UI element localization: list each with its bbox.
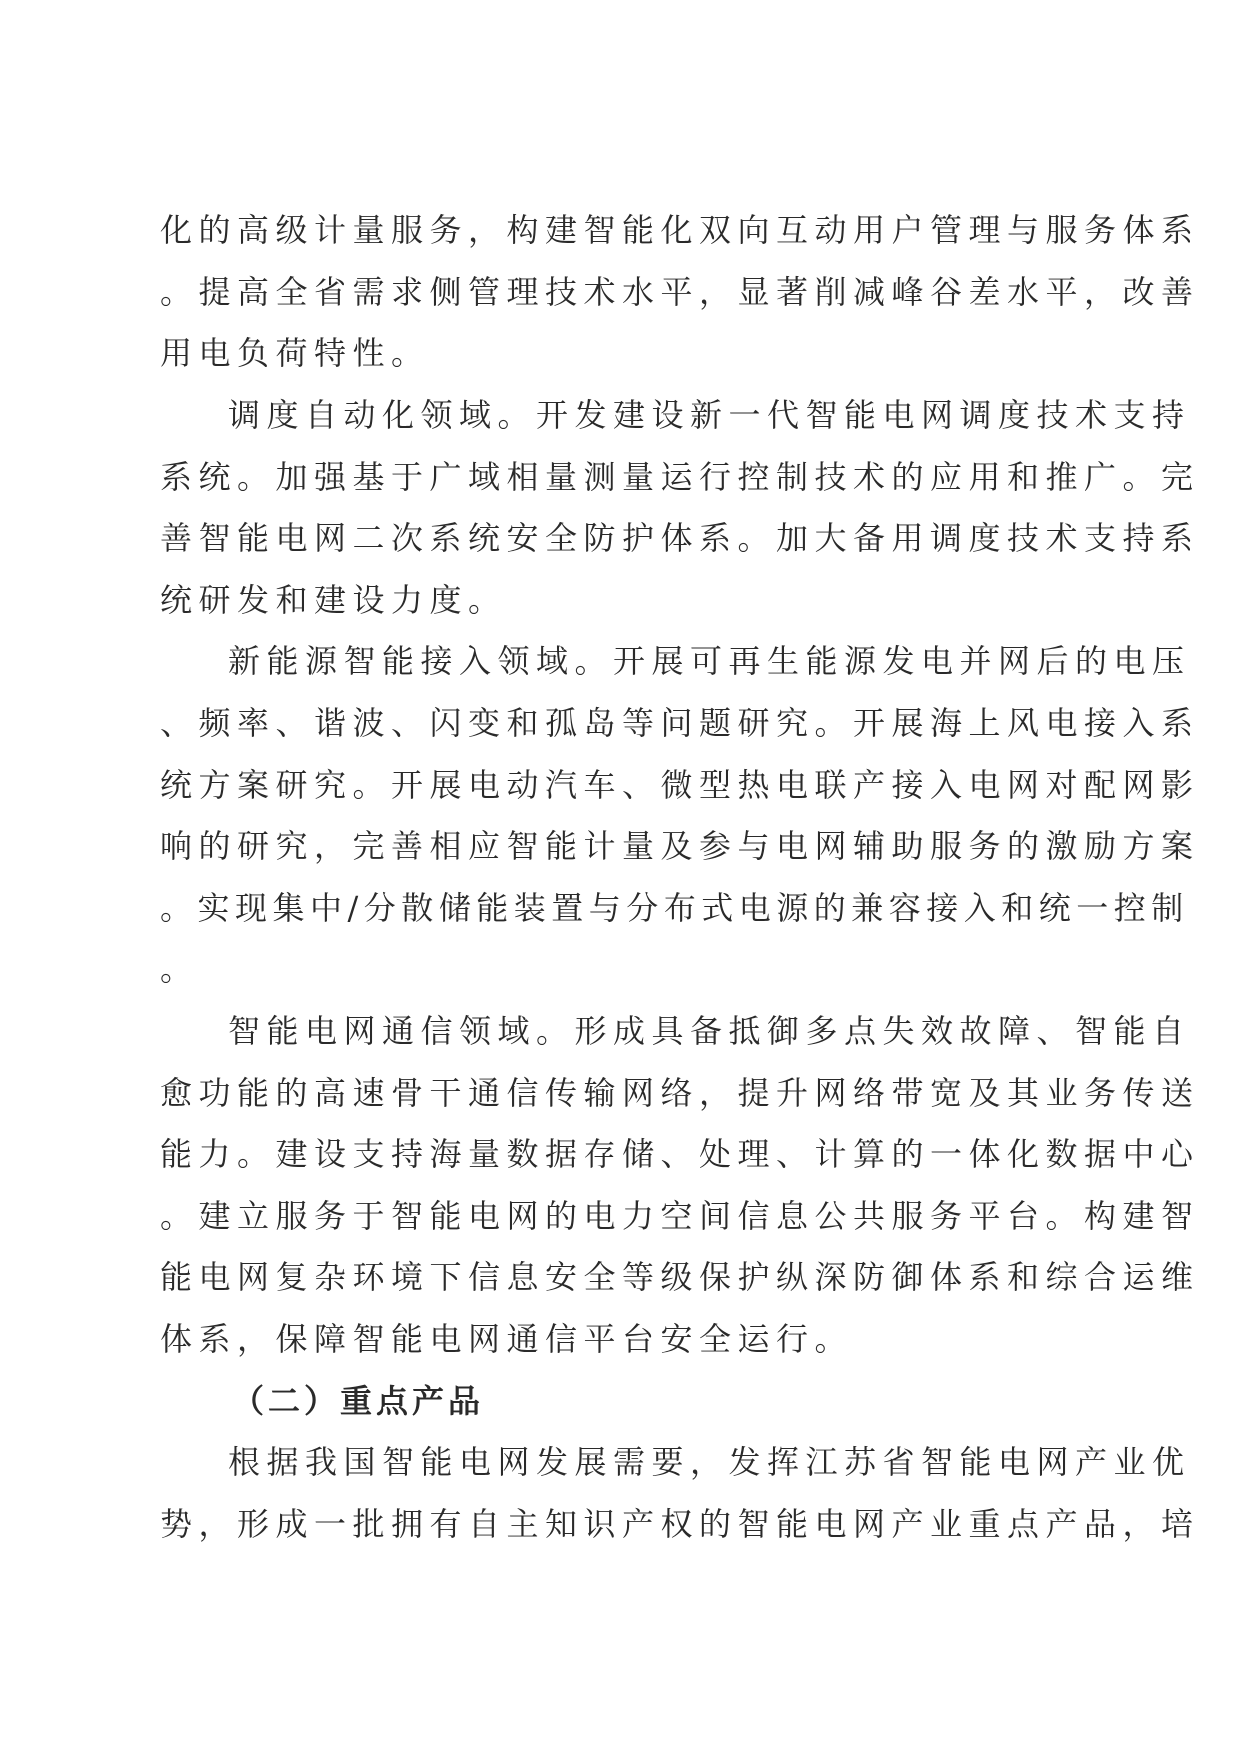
text-line: 系统。加强基于广域相量测量运行控制技术的应用和推广。完 — [160, 458, 1200, 496]
text-line: 势，形成一批拥有自主知识产权的智能电网产业重点产品，培 — [160, 1505, 1200, 1543]
text-line: 善智能电网二次系统安全防护体系。加大备用调度技术支持系 — [160, 519, 1200, 557]
text-line: 响的研究，完善相应智能计量及参与电网辅助服务的激励方案 — [160, 827, 1200, 865]
paragraph-first-line: 智能电网通信领域。形成具备抵御多点失效故障、智能自 — [228, 1012, 1191, 1050]
section-heading: （二）重点产品 — [232, 1382, 485, 1420]
text-line: 、频率、谐波、闪变和孤岛等问题研究。开展海上风电接入系 — [160, 704, 1200, 742]
paragraph-first-line: 调度自动化领域。开发建设新一代智能电网调度技术支持 — [228, 396, 1191, 434]
text-line: 能力。建设支持海量数据存储、处理、计算的一体化数据中心 — [160, 1135, 1200, 1173]
text-line: 。实现集中/分散储能装置与分布式电源的兼容接入和统一控制 — [160, 889, 1189, 927]
text-line: 体系，保障智能电网通信平台安全运行。 — [160, 1320, 854, 1358]
text-line: 统方案研究。开展电动汽车、微型热电联产接入电网对配网影 — [160, 766, 1200, 804]
paragraph-first-line: 根据我国智能电网发展需要，发挥江苏省智能电网产业优 — [228, 1443, 1191, 1481]
text-line: 化的高级计量服务，构建智能化双向互动用户管理与服务体系 — [160, 211, 1200, 249]
text-line: 愈功能的高速骨干通信传输网络，提升网络带宽及其业务传送 — [160, 1074, 1200, 1112]
text-line: 。建立服务于智能电网的电力空间信息公共服务平台。构建智 — [160, 1197, 1200, 1235]
text-line: 。提高全省需求侧管理技术水平，显著削减峰谷差水平，改善 — [160, 273, 1200, 311]
text-line: 统研发和建设力度。 — [160, 581, 507, 619]
paragraph-first-line: 新能源智能接入领域。开展可再生能源发电并网后的电压 — [228, 642, 1191, 680]
text-line: 。 — [160, 950, 199, 988]
text-line: 用电负荷特性。 — [160, 334, 430, 372]
text-line: 能电网复杂环境下信息安全等级保护纵深防御体系和综合运维 — [160, 1258, 1200, 1296]
